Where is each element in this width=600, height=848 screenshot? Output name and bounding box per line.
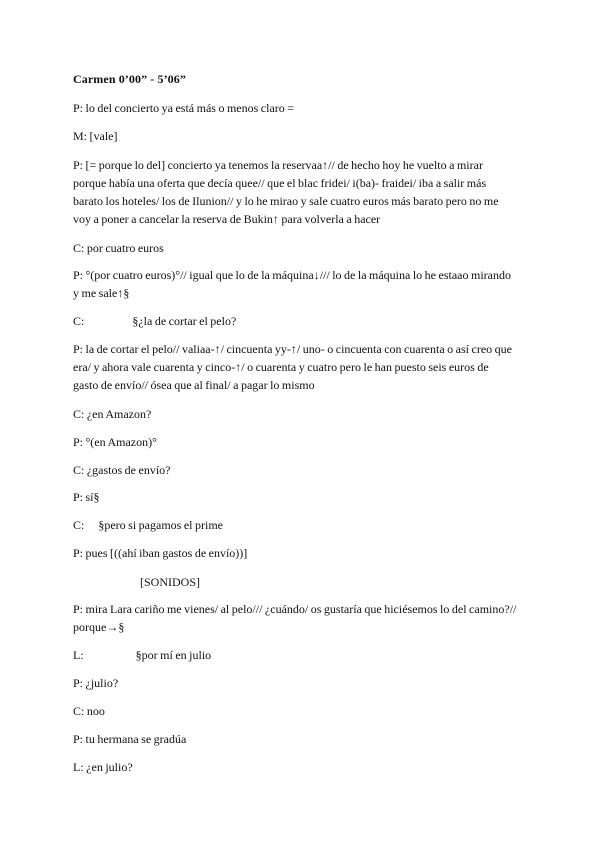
transcript-line: C: por cuatro euros	[73, 241, 164, 255]
speaker-label: C:	[73, 518, 85, 532]
transcript-line: P: [= porque lo del] concierto ya tenemos la reservaa↑// de hecho hoy he vuelto a mirar	[73, 158, 483, 172]
transcript-line: porque→§	[73, 620, 125, 634]
speaker-text: §pero si pagamos el prime	[98, 518, 223, 532]
transcript-line: P: lo del concierto ya está más o menos claro =	[73, 101, 295, 115]
speaker-text: §¿la de cortar el pelo?	[132, 314, 237, 328]
transcript-line: C: ¿en Amazon?	[73, 407, 152, 421]
transcript-line: C: noo	[73, 704, 105, 718]
transcript-line: P: pues [((ahí iban gastos de envío))]	[73, 546, 248, 560]
speaker-label: L:	[73, 648, 84, 662]
speaker-text: §por mí en julio	[135, 648, 212, 662]
transcript-line: y me sale↑§	[73, 286, 130, 300]
transcript-line: C: ¿gastos de envío?	[73, 463, 171, 477]
transcript-line: P: mira Lara cariño me vienes/ al pelo/// ¿cuándo/ os gustaría que hiciésemos lo del camino?//	[73, 602, 517, 616]
transcript-line: P: ¿julio?	[73, 676, 119, 690]
transcript-line: P: °(por cuatro euros)°// igual que lo de la máquina↓/// lo de la máquina lo he estaao mirando	[73, 268, 511, 282]
transcript-line: voy a poner a cancelar la reserva de Bukin↑ para volverla a hacer	[73, 212, 381, 226]
transcript-line: P: tu hermana se gradúa	[73, 732, 187, 746]
transcript-line: L: ¿en julio?	[73, 760, 133, 774]
transcript-line-speaker	[73, 646, 543, 664]
transcript-line: barato los hoteles/ los de Ilunion// y lo he mirao y sale cuatro euros más barato pero no me	[73, 194, 499, 208]
transcript-line-speaker	[73, 516, 543, 534]
transcript-line-speaker	[73, 312, 543, 330]
transcript-line: P: °(en Amazon)°	[73, 435, 157, 449]
speaker-label: C:	[73, 314, 85, 328]
transcript-line: M: [vale]	[73, 129, 118, 143]
transcript-line: P: sí§	[73, 490, 100, 504]
sound-annotation: [SONIDOS]	[140, 575, 200, 589]
transcript-line: P: la de cortar el pelo// valiaa-↑/ cincuenta yy-↑/ uno- o cincuenta con cuarenta o así creo que	[73, 342, 512, 356]
transcript-line: porque había una oferta que decía quee// que el blac fridei/ i(ba)- fraidei/ iba a salir más	[73, 176, 487, 190]
transcript-line: era/ y ahora vale cuarenta y cinco-↑/ o cuarenta y cuatro pero le han puesto seis euros de	[73, 360, 489, 374]
transcript-line: gasto de envío// ósea que al final/ a pagar lo mismo	[73, 378, 315, 392]
document-title: Carmen 0’00” - 5’06”	[73, 72, 186, 86]
